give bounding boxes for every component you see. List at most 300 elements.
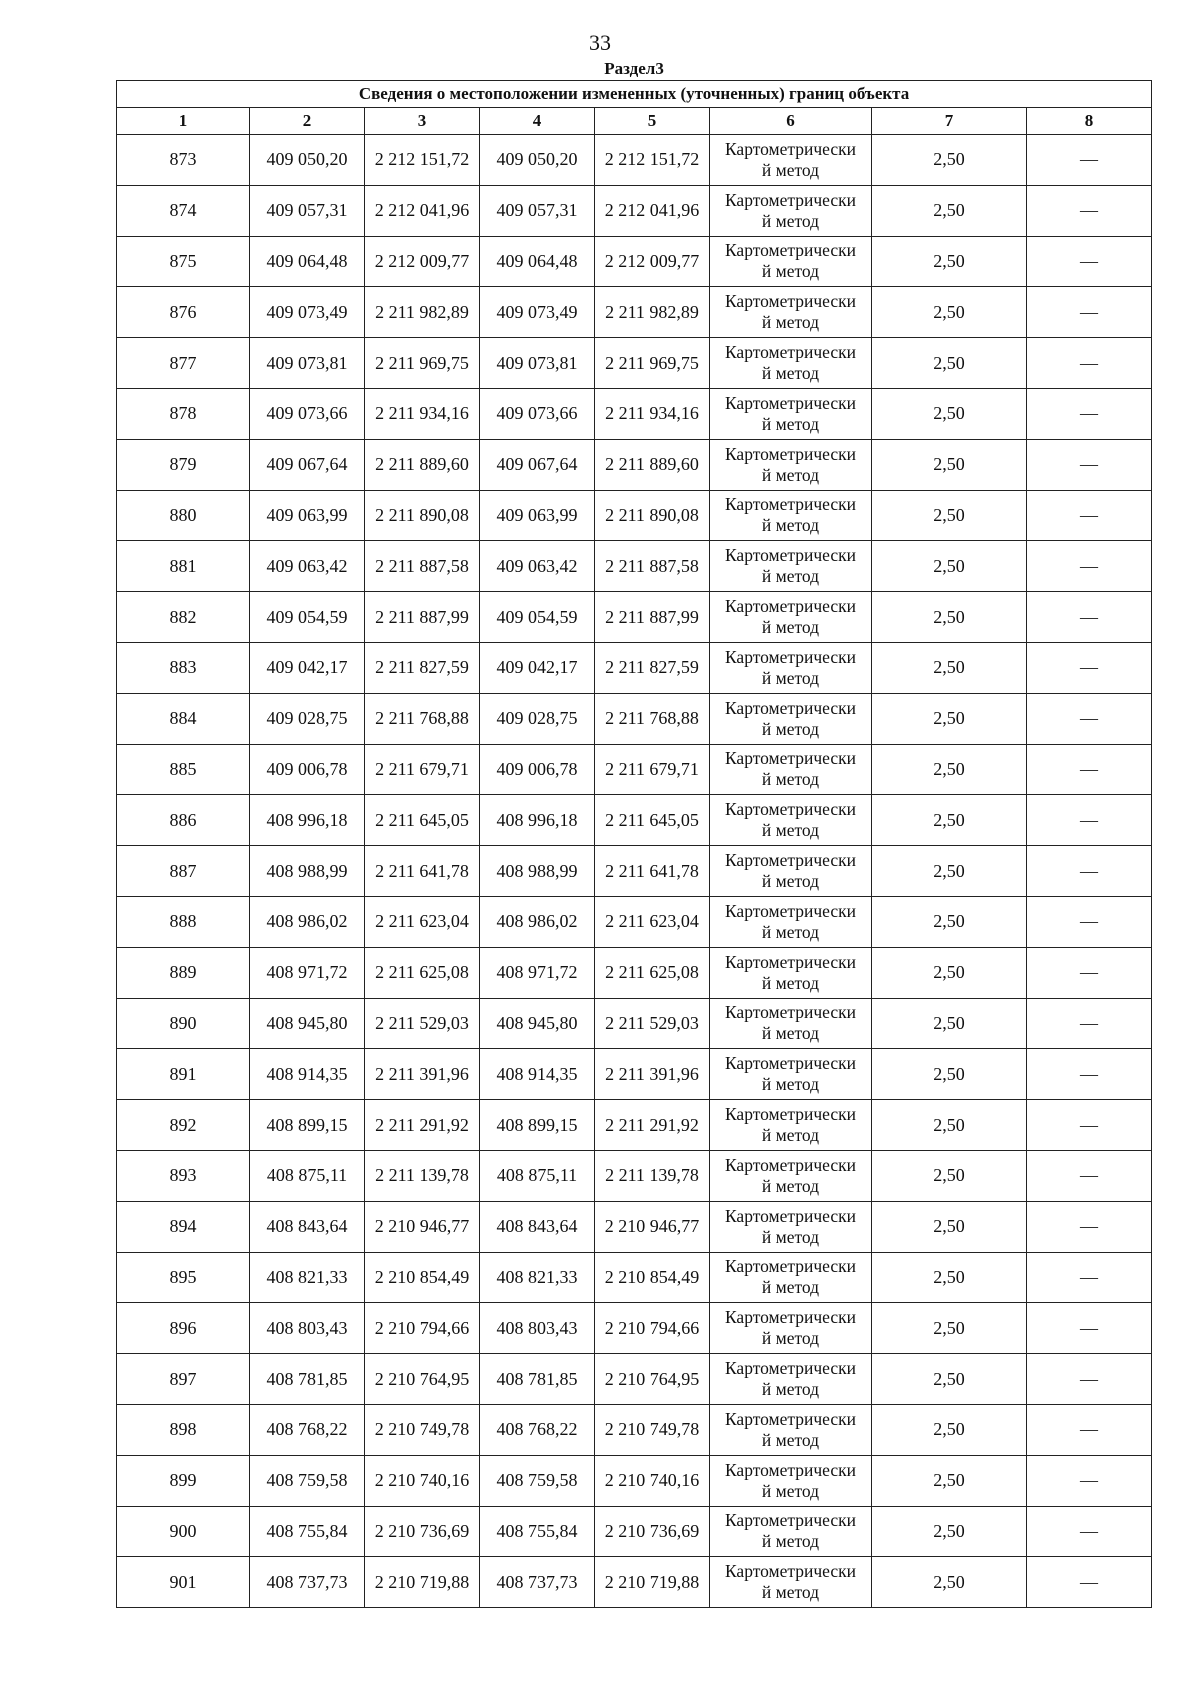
accuracy-cell: 2,50 [872,1557,1027,1608]
description-cell: — [1027,287,1152,338]
coordinate-y-cell: 2 211 969,75 [365,338,480,389]
coordinate-x-cell: 408 988,99 [480,846,595,897]
point-number-cell: 878 [117,388,250,439]
coordinate-y-cell: 2 211 623,04 [365,896,480,947]
table-title: Сведения о местоположении измененных (уточненных) границ объекта [117,81,1152,108]
coordinate-x-cell: 408 945,80 [480,998,595,1049]
coordinate-y-cell: 2 211 934,16 [365,388,480,439]
method-text-line: Картометрически [724,951,857,972]
coordinate-x-cell: 408 986,02 [480,896,595,947]
coordinate-x-cell: 409 067,64 [250,439,365,490]
method-cell [710,236,872,287]
method-text-line: Картометрически [724,1053,857,1074]
method-text-line: Картометрически [724,1205,857,1226]
point-number-cell: 888 [117,896,250,947]
coordinate-x-cell: 409 057,31 [480,185,595,236]
method-text-line: Картометрически [724,1358,857,1379]
method-text-line: й метод [761,210,820,231]
coordinate-y-cell: 2 211 768,88 [365,693,480,744]
method-cell [710,287,872,338]
method-text-line: Картометрически [724,1307,857,1328]
coordinate-x-cell: 408 996,18 [480,795,595,846]
section-label: Раздел3 [604,59,664,78]
accuracy-cell: 2,50 [872,338,1027,389]
table-row [117,1252,1152,1303]
method-text-line: Картометрически [724,545,857,566]
coordinate-y-cell: 2 210 736,69 [595,1506,710,1557]
accuracy-cell: 2,50 [872,896,1027,947]
coordinate-y-cell: 2 211 139,78 [365,1150,480,1201]
accuracy-cell: 2,50 [872,1150,1027,1201]
coordinate-x-cell: 409 042,17 [480,642,595,693]
coordinate-x-cell: 408 843,64 [480,1201,595,1252]
table-row [117,1201,1152,1252]
method-cell [710,1049,872,1100]
coordinate-x-cell: 408 971,72 [250,947,365,998]
coordinate-y-cell: 2 211 889,60 [365,439,480,490]
description-cell: — [1027,1354,1152,1405]
method-cell [710,998,872,1049]
table-row [117,1455,1152,1506]
method-cell [710,947,872,998]
accuracy-cell: 2,50 [872,1100,1027,1151]
coordinate-x-cell: 409 067,64 [480,439,595,490]
coordinate-x-cell: 409 063,99 [250,490,365,541]
point-number-cell: 900 [117,1506,250,1557]
method-text-line: Картометрически [724,1459,857,1480]
method-text-line: й метод [761,363,820,384]
accuracy-cell: 2,50 [872,541,1027,592]
point-number-cell: 873 [117,135,250,186]
coordinate-x-cell: 408 803,43 [480,1303,595,1354]
description-cell: — [1027,1150,1152,1201]
point-number-cell: 891 [117,1049,250,1100]
point-number-cell: 893 [117,1150,250,1201]
method-cell [710,185,872,236]
coordinate-y-cell: 2 211 887,99 [365,592,480,643]
coordinate-x-cell: 409 073,49 [250,287,365,338]
accuracy-cell: 2,50 [872,185,1027,236]
point-number-cell: 884 [117,693,250,744]
coordinate-y-cell: 2 211 641,78 [595,846,710,897]
table-row [117,1506,1152,1557]
method-text-line: й метод [761,159,820,180]
point-number-cell: 899 [117,1455,250,1506]
coordinate-x-cell: 409 006,78 [250,744,365,795]
method-text-line: й метод [761,718,820,739]
method-text-line: й метод [761,261,820,282]
method-text-line: й метод [761,617,820,638]
coordinate-x-cell: 408 914,35 [480,1049,595,1100]
coordinate-x-cell: 408 945,80 [250,998,365,1049]
coordinate-x-cell: 408 996,18 [250,795,365,846]
column-number: 8 [1027,108,1152,135]
accuracy-cell: 2,50 [872,795,1027,846]
coordinate-x-cell: 408 821,33 [480,1252,595,1303]
method-text-line: Картометрически [724,138,857,159]
coordinate-x-cell: 409 064,48 [250,236,365,287]
coordinate-y-cell: 2 211 679,71 [595,744,710,795]
description-cell: — [1027,185,1152,236]
method-cell [710,846,872,897]
table-row [117,642,1152,693]
coordinate-y-cell: 2 211 890,08 [365,490,480,541]
coordinate-y-cell: 2 211 889,60 [595,439,710,490]
description-cell: — [1027,846,1152,897]
coordinate-x-cell: 409 073,66 [250,388,365,439]
point-number-cell: 889 [117,947,250,998]
column-number: 1 [117,108,250,135]
description-cell: — [1027,1557,1152,1608]
accuracy-cell: 2,50 [872,490,1027,541]
coordinate-y-cell: 2 211 641,78 [365,846,480,897]
point-number-cell: 887 [117,846,250,897]
coordinate-y-cell: 2 211 934,16 [595,388,710,439]
method-cell [710,1354,872,1405]
method-cell [710,1506,872,1557]
coordinate-x-cell: 409 054,59 [250,592,365,643]
coordinate-x-cell: 409 063,42 [250,541,365,592]
accuracy-cell: 2,50 [872,1201,1027,1252]
method-text-line: й метод [761,464,820,485]
method-cell [710,1150,872,1201]
column-number: 3 [365,108,480,135]
description-cell: — [1027,388,1152,439]
accuracy-cell: 2,50 [872,439,1027,490]
accuracy-cell: 2,50 [872,693,1027,744]
coordinate-y-cell: 2 210 736,69 [365,1506,480,1557]
coordinate-y-cell: 2 210 740,16 [365,1455,480,1506]
method-cell [710,1557,872,1608]
method-cell [710,896,872,947]
coordinate-x-cell: 409 063,42 [480,541,595,592]
method-text-line: Картометрически [724,646,857,667]
accuracy-cell: 2,50 [872,1303,1027,1354]
coordinate-y-cell: 2 210 946,77 [595,1201,710,1252]
description-cell: — [1027,439,1152,490]
coordinate-y-cell: 2 212 041,96 [595,185,710,236]
method-cell [710,338,872,389]
coordinate-x-cell: 408 755,84 [480,1506,595,1557]
table-row [117,338,1152,389]
coordinate-x-cell: 409 073,49 [480,287,595,338]
accuracy-cell: 2,50 [872,1049,1027,1100]
coordinate-y-cell: 2 211 291,92 [365,1100,480,1151]
description-cell: — [1027,744,1152,795]
coordinate-y-cell: 2 211 887,58 [595,541,710,592]
coordinate-y-cell: 2 210 854,49 [595,1252,710,1303]
method-text-line: й метод [761,312,820,333]
accuracy-cell: 2,50 [872,1506,1027,1557]
coordinate-y-cell: 2 210 764,95 [365,1354,480,1405]
table-row [117,1150,1152,1201]
coordinate-y-cell: 2 211 982,89 [365,287,480,338]
table-row [117,998,1152,1049]
table-row [117,236,1152,287]
coordinate-y-cell: 2 212 009,77 [595,236,710,287]
coordinate-y-cell: 2 211 625,08 [365,947,480,998]
table-row [117,1557,1152,1608]
method-text-line: Картометрически [724,1561,857,1582]
accuracy-cell: 2,50 [872,947,1027,998]
accuracy-cell: 2,50 [872,388,1027,439]
coordinate-y-cell: 2 212 009,77 [365,236,480,287]
table-row [117,1303,1152,1354]
description-cell: — [1027,592,1152,643]
coordinate-x-cell: 408 759,58 [250,1455,365,1506]
method-cell [710,541,872,592]
method-text-line: й метод [761,1582,820,1603]
coordinate-y-cell: 2 211 890,08 [595,490,710,541]
description-cell: — [1027,795,1152,846]
coordinate-y-cell: 2 211 529,03 [595,998,710,1049]
method-cell [710,1455,872,1506]
coordinate-x-cell: 408 914,35 [250,1049,365,1100]
point-number-cell: 875 [117,236,250,287]
accuracy-cell: 2,50 [872,846,1027,897]
point-number-cell: 886 [117,795,250,846]
coordinate-x-cell: 408 988,99 [250,846,365,897]
column-number: 2 [250,108,365,135]
method-text-line: й метод [761,515,820,536]
coordinate-x-cell: 408 899,15 [480,1100,595,1151]
method-cell [710,135,872,186]
method-text-line: й метод [761,871,820,892]
method-text-line: й метод [761,769,820,790]
description-cell: — [1027,1201,1152,1252]
coordinate-y-cell: 2 210 946,77 [365,1201,480,1252]
method-text-line: Картометрически [724,443,857,464]
method-cell [710,439,872,490]
method-text-line: й метод [761,566,820,587]
accuracy-cell: 2,50 [872,1252,1027,1303]
coordinate-x-cell: 409 073,81 [480,338,595,389]
coordinate-x-cell: 409 073,66 [480,388,595,439]
accuracy-cell: 2,50 [872,135,1027,186]
point-number-cell: 874 [117,185,250,236]
table-row [117,947,1152,998]
coordinate-x-cell: 409 054,59 [480,592,595,643]
coordinate-y-cell: 2 212 151,72 [595,135,710,186]
method-text-line: Картометрически [724,342,857,363]
accuracy-cell: 2,50 [872,998,1027,1049]
description-cell: — [1027,338,1152,389]
description-cell: — [1027,1404,1152,1455]
coordinate-y-cell: 2 211 827,59 [595,642,710,693]
method-text-line: Картометрически [724,494,857,515]
point-number-cell: 894 [117,1201,250,1252]
table-row [117,287,1152,338]
method-text-line: й метод [761,1125,820,1146]
coordinate-x-cell: 408 986,02 [250,896,365,947]
method-text-line: Картометрически [724,850,857,871]
description-cell: — [1027,896,1152,947]
coordinate-y-cell: 2 211 645,05 [595,795,710,846]
description-cell: — [1027,1303,1152,1354]
table-row [117,846,1152,897]
method-text-line: Картометрически [724,189,857,210]
method-text-line: Картометрически [724,900,857,921]
coordinate-y-cell: 2 211 969,75 [595,338,710,389]
coordinate-x-cell: 409 063,99 [480,490,595,541]
method-cell [710,1252,872,1303]
point-number-cell: 877 [117,338,250,389]
method-text-line: й метод [761,667,820,688]
table-row [117,1404,1152,1455]
coordinate-y-cell: 2 211 679,71 [365,744,480,795]
point-number-cell: 881 [117,541,250,592]
method-text-line: Картометрически [724,1408,857,1429]
coordinate-y-cell: 2 211 768,88 [595,693,710,744]
point-number-cell: 883 [117,642,250,693]
method-text-line: Картометрически [724,1256,857,1277]
column-number: 4 [480,108,595,135]
accuracy-cell: 2,50 [872,744,1027,795]
coordinate-x-cell: 408 737,73 [250,1557,365,1608]
accuracy-cell: 2,50 [872,1455,1027,1506]
coordinate-y-cell: 2 211 391,96 [365,1049,480,1100]
table-row [117,1049,1152,1100]
table-row [117,490,1152,541]
method-cell [710,592,872,643]
description-cell: — [1027,1049,1152,1100]
column-number: 5 [595,108,710,135]
description-cell: — [1027,642,1152,693]
point-number-cell: 885 [117,744,250,795]
method-text-line: й метод [761,1328,820,1349]
point-number-cell: 880 [117,490,250,541]
method-cell [710,1303,872,1354]
coordinate-y-cell: 2 211 391,96 [595,1049,710,1100]
table-row [117,795,1152,846]
column-number-row [117,108,1152,135]
method-text-line: й метод [761,1531,820,1552]
coordinate-y-cell: 2 210 794,66 [595,1303,710,1354]
coordinate-x-cell: 409 028,75 [480,693,595,744]
coordinate-x-cell: 408 781,85 [480,1354,595,1405]
column-number: 6 [710,108,872,135]
description-cell: — [1027,236,1152,287]
point-number-cell: 876 [117,287,250,338]
method-cell [710,1404,872,1455]
method-cell [710,388,872,439]
method-text-line: й метод [761,972,820,993]
method-cell [710,795,872,846]
coordinate-x-cell: 408 899,15 [250,1100,365,1151]
coordinate-y-cell: 2 212 151,72 [365,135,480,186]
coordinate-y-cell: 2 210 719,88 [595,1557,710,1608]
point-number-cell: 901 [117,1557,250,1608]
method-text-line: Картометрически [724,748,857,769]
coordinate-x-cell: 408 759,58 [480,1455,595,1506]
point-number-cell: 890 [117,998,250,1049]
point-number-cell: 892 [117,1100,250,1151]
accuracy-cell: 2,50 [872,236,1027,287]
coordinate-y-cell: 2 211 887,99 [595,592,710,643]
coordinate-x-cell: 408 737,73 [480,1557,595,1608]
table-row [117,744,1152,795]
coordinate-x-cell: 409 050,20 [250,135,365,186]
coordinate-x-cell: 408 843,64 [250,1201,365,1252]
coordinate-x-cell: 408 803,43 [250,1303,365,1354]
point-number-cell: 896 [117,1303,250,1354]
coordinate-y-cell: 2 211 982,89 [595,287,710,338]
description-cell: — [1027,1455,1152,1506]
coordinate-y-cell: 2 211 887,58 [365,541,480,592]
method-text-line: Картометрически [724,1104,857,1125]
description-cell: — [1027,1252,1152,1303]
method-text-line: Картометрически [724,1154,857,1175]
method-cell [710,490,872,541]
description-cell: — [1027,998,1152,1049]
table-row [117,388,1152,439]
method-text-line: Картометрически [724,240,857,261]
coordinate-x-cell: 408 781,85 [250,1354,365,1405]
method-cell [710,744,872,795]
accuracy-cell: 2,50 [872,592,1027,643]
table-row [117,135,1152,186]
method-text-line: й метод [761,1429,820,1450]
column-number: 7 [872,108,1027,135]
method-text-line: й метод [761,820,820,841]
description-cell: — [1027,1100,1152,1151]
table-row [117,185,1152,236]
method-text-line: Картометрически [724,799,857,820]
coordinate-y-cell: 2 210 854,49 [365,1252,480,1303]
method-text-line: й метод [761,1023,820,1044]
table-row [117,439,1152,490]
table-body [117,135,1152,1608]
method-text-line: Картометрически [724,596,857,617]
coordinate-x-cell: 408 875,11 [250,1150,365,1201]
coordinate-x-cell: 408 971,72 [480,947,595,998]
coordinate-x-cell: 408 768,22 [480,1404,595,1455]
method-text-line: й метод [761,1074,820,1095]
point-number-cell: 897 [117,1354,250,1405]
coordinate-x-cell: 408 821,33 [250,1252,365,1303]
description-cell: — [1027,947,1152,998]
point-number-cell: 895 [117,1252,250,1303]
table-row [117,592,1152,643]
coordinate-x-cell: 409 064,48 [480,236,595,287]
method-text-line: Картометрически [724,1002,857,1023]
coordinate-x-cell: 409 006,78 [480,744,595,795]
method-text-line: й метод [761,921,820,942]
method-text-line: й метод [761,1379,820,1400]
method-text-line: й метод [761,1277,820,1298]
coordinate-y-cell: 2 211 827,59 [365,642,480,693]
description-cell: — [1027,693,1152,744]
point-number-cell: 898 [117,1404,250,1455]
coordinate-x-cell: 409 042,17 [250,642,365,693]
method-cell [710,1100,872,1151]
coordinate-y-cell: 2 210 740,16 [595,1455,710,1506]
coordinate-y-cell: 2 211 625,08 [595,947,710,998]
table-row [117,693,1152,744]
page-number: 33 [589,30,611,55]
coordinate-x-cell: 409 073,81 [250,338,365,389]
coordinate-y-cell: 2 211 623,04 [595,896,710,947]
method-text-line: й метод [761,1480,820,1501]
coordinate-x-cell: 409 028,75 [250,693,365,744]
method-text-line: й метод [761,1175,820,1196]
coordinate-y-cell: 2 211 139,78 [595,1150,710,1201]
method-text-line: Картометрически [724,392,857,413]
method-cell [710,642,872,693]
method-text-line: Картометрически [724,697,857,718]
table-row [117,541,1152,592]
description-cell: — [1027,490,1152,541]
